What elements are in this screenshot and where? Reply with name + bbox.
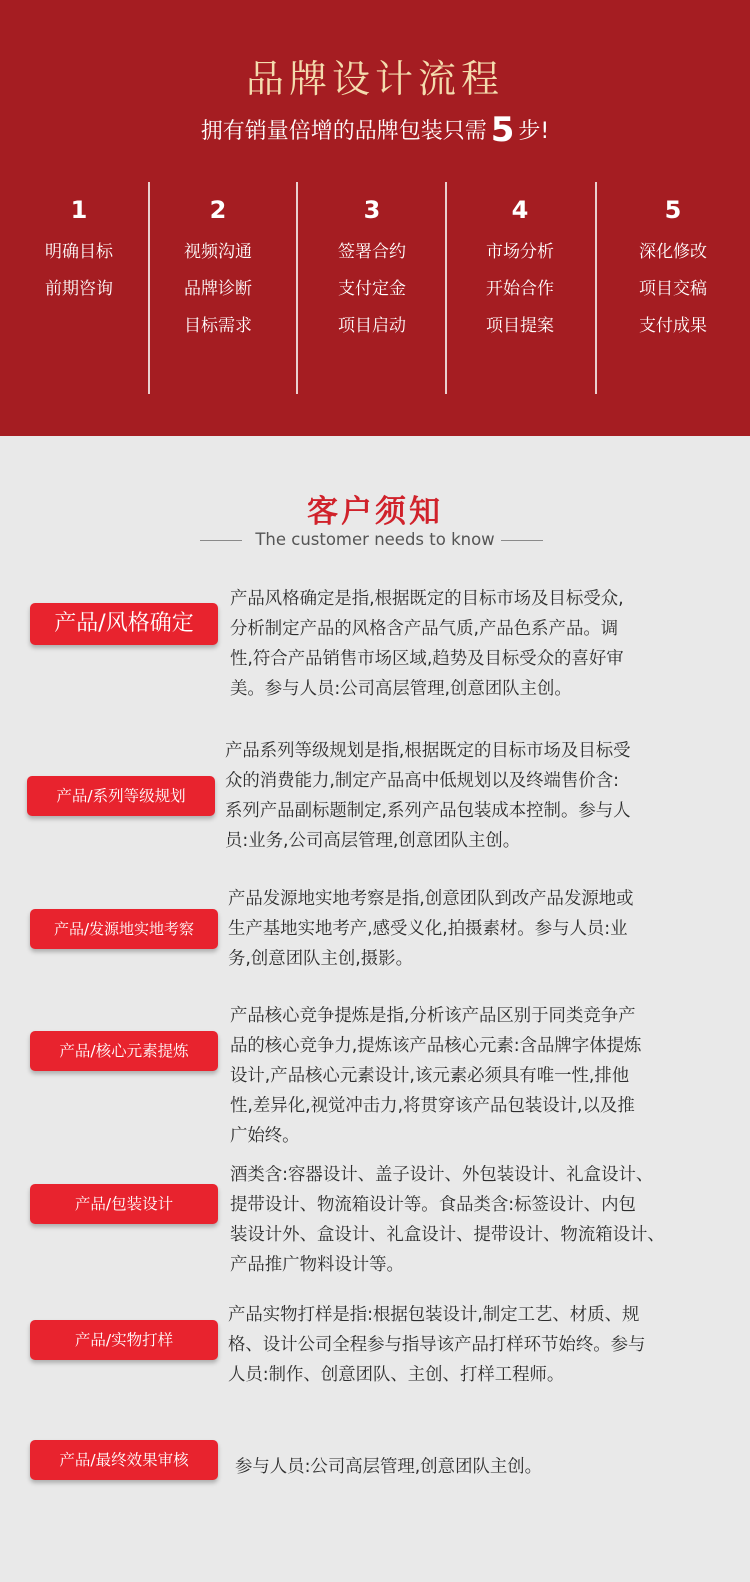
description-line: 人员:制作、创意团队、主创、打样工程师。	[228, 1365, 565, 1385]
description-line: 广始终。	[230, 1126, 300, 1146]
description-line: 酒类含:容器设计、盖子设计、外包装设计、礼盒设计、	[230, 1165, 654, 1185]
process-title: 品牌设计流程	[245, 57, 504, 101]
item-label-badge: 产品/核心元素提炼	[30, 1031, 218, 1071]
step-text: 深化修改	[639, 242, 707, 262]
step-number: 2	[209, 196, 227, 224]
subtitle-rule-right	[501, 540, 543, 541]
notice-subtitle-row	[0, 528, 750, 552]
description-line: 装设计外、盒设计、礼盒设计、提带设计、物流箱设计、	[230, 1225, 665, 1245]
step-number: 5	[664, 196, 682, 224]
description-line: 生产基地实地考产,感受义化,拍摄素材。参与人员:业	[228, 919, 628, 939]
item-label-badge: 产品/实物打样	[30, 1320, 218, 1360]
item-description	[230, 1160, 665, 1280]
description-line: 众的消费能力,制定产品高中低规划以及终端售价含:	[225, 771, 619, 791]
description-line: 提带设计、物流箱设计等。食品类含:标签设计、内包	[230, 1195, 636, 1215]
step-3	[297, 182, 447, 345]
description-line: 格、设计公司全程参与指导该产品打样环节始终。参与	[228, 1335, 646, 1355]
description-line: 性,符合产品销售市场区域,趋势及目标受众的喜好审	[230, 649, 624, 669]
step-text: 目标需求	[184, 316, 252, 336]
step-text: 前期咨询	[45, 279, 113, 299]
description-line: 务,创意团队主创,摄影。	[228, 949, 413, 969]
item-description	[235, 1452, 542, 1482]
step-text: 支付定金	[338, 279, 406, 299]
notice-title: 客户须知	[307, 494, 443, 530]
step-text: 项目启动	[338, 316, 406, 336]
step-2	[143, 182, 293, 345]
step-text: 项目提案	[486, 316, 554, 336]
step-text: 支付成果	[639, 316, 707, 336]
process-steps	[0, 182, 750, 394]
description-line: 员:业务,公司高层管理,创意团队主创。	[225, 831, 521, 851]
description-line: 产品实物打样是指:根据包装设计,制定工艺、材质、规	[228, 1305, 640, 1325]
item-description	[228, 1300, 645, 1390]
description-line: 产品推广物料设计等。	[230, 1255, 404, 1275]
item-description	[228, 884, 634, 974]
step-text: 项目交稿	[639, 279, 707, 299]
step-text: 签署合约	[338, 242, 406, 262]
item-description	[230, 1001, 641, 1151]
item-label-badge: 产品/系列等级规划	[27, 776, 215, 816]
description-line: 设计,产品核心元素设计,该元素必须具有唯一性,排他	[230, 1066, 630, 1086]
item-label-badge: 产品/风格确定	[30, 603, 218, 645]
process-header-panel	[0, 0, 750, 436]
description-line: 分析制定产品的风格含产品气质,产品色系产品。调	[230, 619, 619, 639]
step-text: 品牌诊断	[184, 279, 252, 299]
description-line: 品的核心竞争力,提炼该产品核心元素:含品牌字体提炼	[230, 1036, 642, 1056]
subtitle-prefix: 拥有销量倍增的品牌包装只需	[200, 119, 487, 144]
notice-subtitle: The customer needs to know	[255, 530, 495, 549]
step-5	[598, 182, 748, 345]
process-subtitle	[0, 110, 750, 150]
step-divider	[595, 182, 597, 394]
item-label-badge: 产品/最终效果审核	[30, 1440, 218, 1480]
step-number: 4	[511, 196, 529, 224]
description-line: 产品风格确定是指,根据既定的目标市场及目标受众,	[230, 589, 624, 609]
subtitle-suffix: 步!	[518, 119, 550, 144]
description-line: 系列产品副标题制定,系列产品包装成本控制。参与人	[225, 801, 631, 821]
step-number: 1	[70, 196, 88, 224]
item-description	[225, 736, 631, 856]
step-text: 明确目标	[45, 242, 113, 262]
step-number: 3	[363, 196, 381, 224]
step-4	[445, 182, 595, 345]
step-text: 市场分析	[486, 242, 554, 262]
item-label-badge: 产品/包装设计	[30, 1184, 218, 1224]
description-line: 性,差异化,视觉冲击力,将贯穿该产品包装设计,以及推	[230, 1096, 635, 1116]
step-text: 视频沟通	[184, 242, 252, 262]
description-line: 产品核心竞争提炼是指,分析该产品区别于同类竞争产	[230, 1006, 636, 1026]
description-line: 产品发源地实地考察是指,创意团队到改产品发源地或	[228, 889, 634, 909]
item-description	[230, 584, 624, 704]
description-line: 参与人员:公司高层管理,创意团队主创。	[235, 1457, 543, 1477]
description-line: 美。参与人员:公司高层管理,创意团队主创。	[230, 679, 572, 699]
item-label-badge: 产品/发源地实地考察	[30, 909, 218, 949]
step-1	[4, 182, 154, 308]
description-line: 产品系列等级规划是指,根据既定的目标市场及目标受	[225, 741, 631, 761]
step-text: 开始合作	[486, 279, 554, 299]
subtitle-step-count: 5	[490, 110, 515, 150]
